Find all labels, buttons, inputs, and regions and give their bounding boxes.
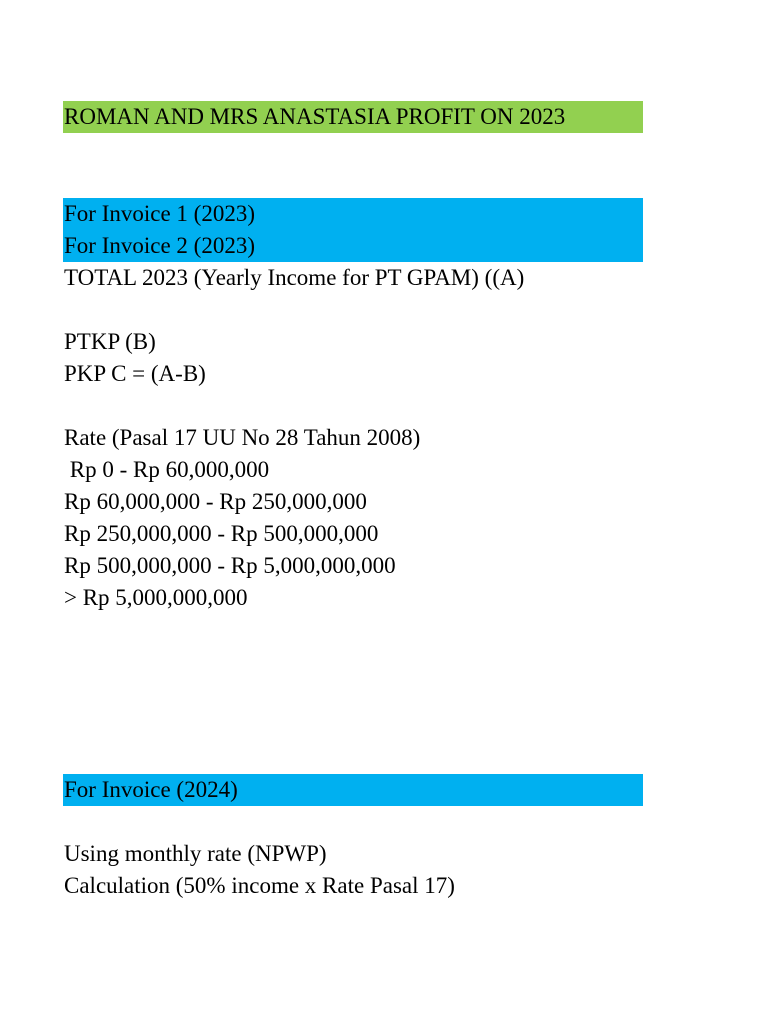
rate-bracket-4: Rp 500,000,000 - Rp 5,000,000,000: [64, 553, 396, 578]
rate-heading: Rate (Pasal 17 UU No 28 Tahun 2008): [64, 425, 421, 450]
ptkp-label: PTKP (B): [64, 329, 156, 354]
invoice-1-2023: For Invoice 1 (2023): [64, 201, 255, 226]
rate-bracket-1: Rp 0 - Rp 60,000,000: [64, 457, 270, 482]
invoice-2024: For Invoice (2024): [64, 777, 238, 802]
rate-bracket-3: Rp 250,000,000 - Rp 500,000,000: [64, 521, 379, 546]
pkp-label: PKP C = (A-B): [64, 361, 206, 386]
rate-bracket-5: > Rp 5,000,000,000: [64, 585, 248, 610]
page-title: ROMAN AND MRS ANASTASIA PROFIT ON 2023: [64, 104, 566, 129]
invoice-2-2023: For Invoice 2 (2023): [64, 233, 255, 258]
total-2023-label: TOTAL 2023 (Yearly Income for PT GPAM) ((A): [64, 265, 525, 290]
rate-bracket-2: Rp 60,000,000 - Rp 250,000,000: [64, 489, 367, 514]
monthly-rate-label: Using monthly rate (NPWP): [64, 841, 327, 866]
calculation-label: Calculation (50% income x Rate Pasal 17): [64, 873, 455, 898]
